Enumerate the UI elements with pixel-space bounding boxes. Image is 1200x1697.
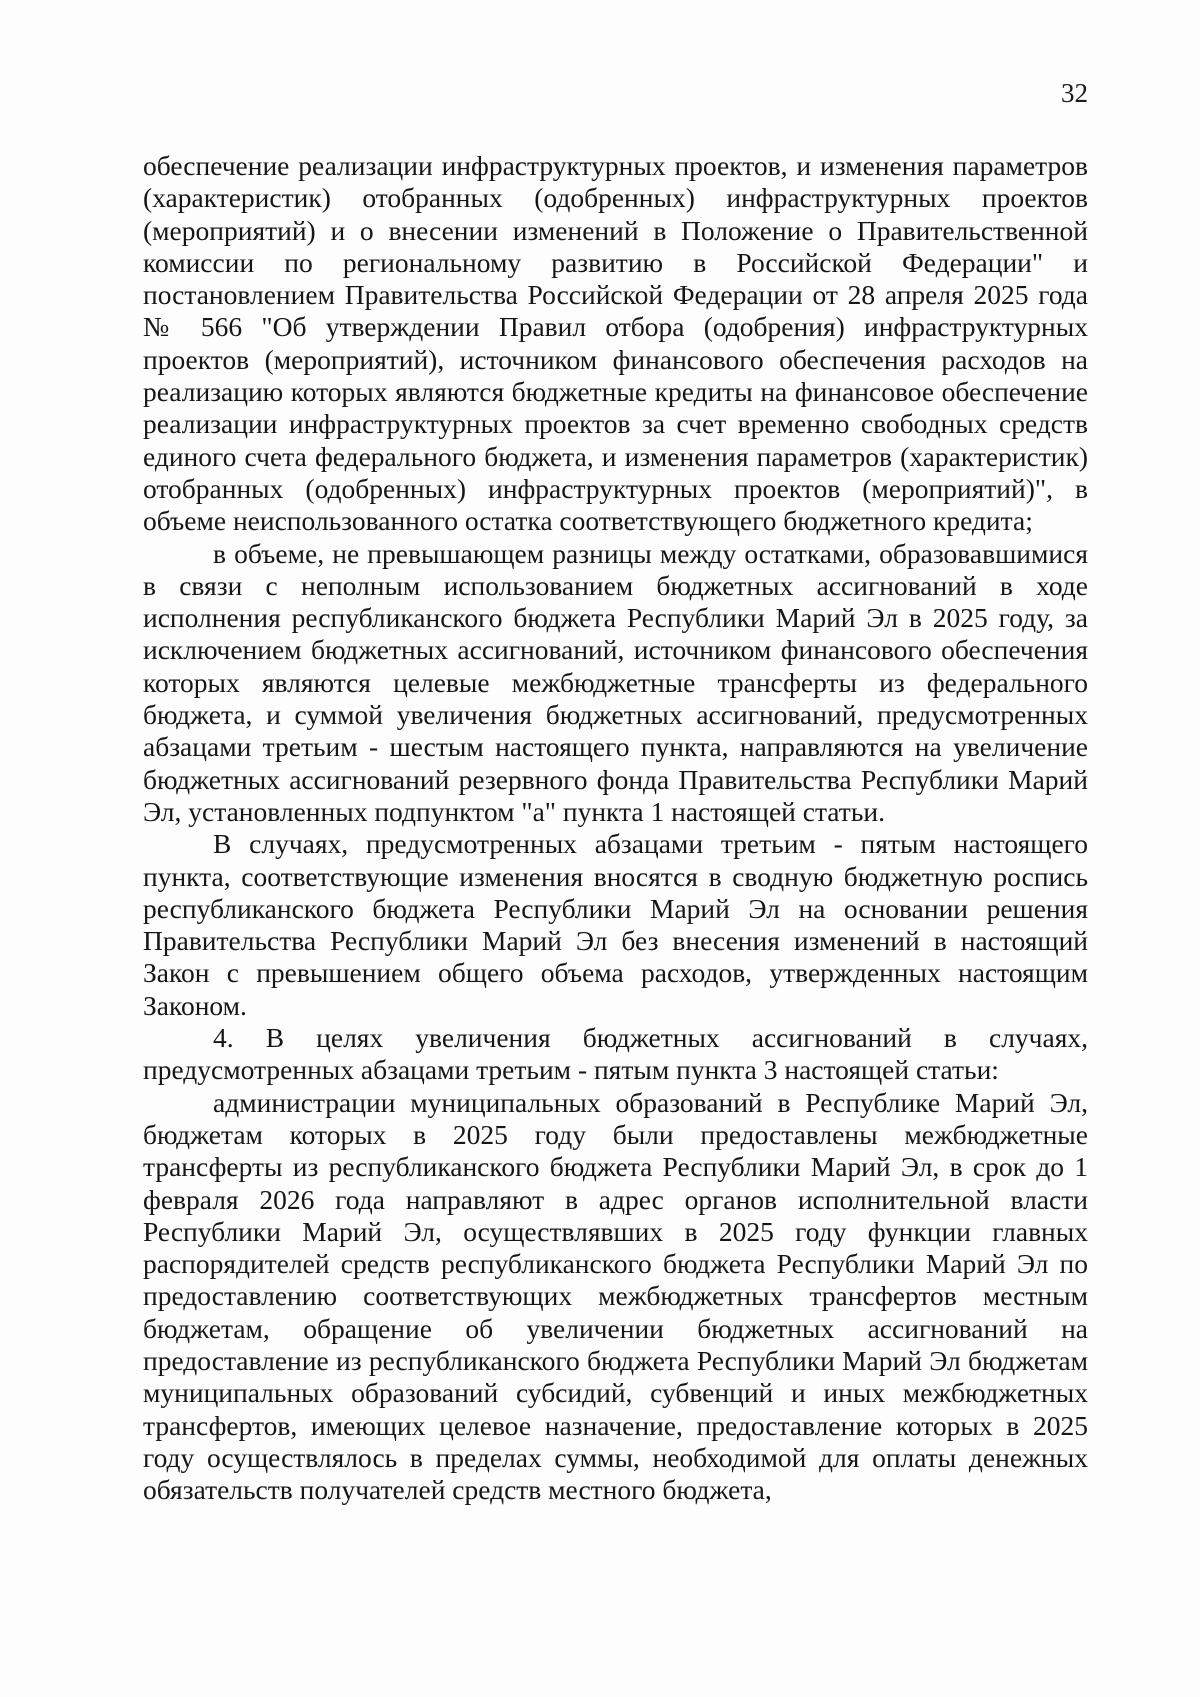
paragraph-5: администрации муниципальных образований в Республике Марий Эл, бюджетам которых в 2025 году были предоставлены межбюджетные трансферты из республиканского бюджета Республики Марий Эл, в срок до 1 февраля 2026 года направляют в адрес органов исполнительной власти Республики Марий Эл, осуществлявших в 2025 году функции главных распорядителей средств республиканского бюджета Республики Марий Эл по предоставлению соответствующих межбюджетных трансфертов местным бюджетам, обращение об увеличении бюджетных ассигнований на предоставление из республиканского бюджета Республики Марий Эл бюджетам муниципальных образований субсидий, субвенций и иных межбюджетных трансфертов, имеющих целевое назначение, предоставление которых в 2025 году осуществлялось в пределах суммы, необходимой для оплаты денежных обязательств получателей средств местного бюджета, [143, 1086, 1088, 1506]
paragraph-2: в объеме, не превышающем разницы между остатками, образовавшимися в связи с неполным использованием бюджетных ассигнований в ходе исполнения республиканского бюджета Республики Марий Эл в 2025 году, за исключением бюджетных ассигнований, источником финансового обеспечения которых являются целевые межбюджетные трансферты из федерального бюджета, и суммой увеличения бюджетных ассигнований, предусмотренных абзацами третьим - шестым настоящего пункта, направляются на увеличение бюджетных ассигнований резервного фонда Правительства Республики Марий Эл, установленных подпунктом "а" пункта 1 настоящей статьи. [143, 537, 1088, 827]
paragraph-3: В случаях, предусмотренных абзацами третьим - пятым настоящего пункта, соответствующие изменения вносятся в сводную бюджетную роспись республиканского бюджета Республики Марий Эл на основании решения Правительства Республики Марий Эл без внесения изменений в настоящий Закон с превышением общего объема расходов, утвержденных настоящим Законом. [143, 828, 1088, 1021]
paragraph-1: обеспечение реализации инфраструктурных проектов, и изменения параметров (характеристик) отобранных (одобренных) инфраструктурных проектов (мероприятий) и о внесении изменений в Положение о Правительственной комиссии по региональному развитию в Российской Федерации" и постановлением Правительства Российской Федерации от 28 апреля 2025 года № 566 "Об утверждении Правил отбора (одобрения) инфраструктурных проектов (мероприятий), источником финансового обеспечения расходов на реализацию которых являются бюджетные кредиты на финансовое обеспечение реализации инфраструктурных проектов за счет временно свободных средств единого счета федерального бюджета, и изменения параметров (характеристик) отобранных (одобренных) инфраструктурных проектов (мероприятий)", в объеме неиспользованного остатка соответствующего бюджетного кредита; [143, 150, 1088, 537]
paragraph-4: 4. В целях увеличения бюджетных ассигнований в случаях, предусмотренных абзацами третьим - пятым пункта 3 настоящей статьи: [143, 1022, 1088, 1086]
document-body [143, 150, 1088, 1506]
page-number: 32 [1061, 78, 1088, 108]
